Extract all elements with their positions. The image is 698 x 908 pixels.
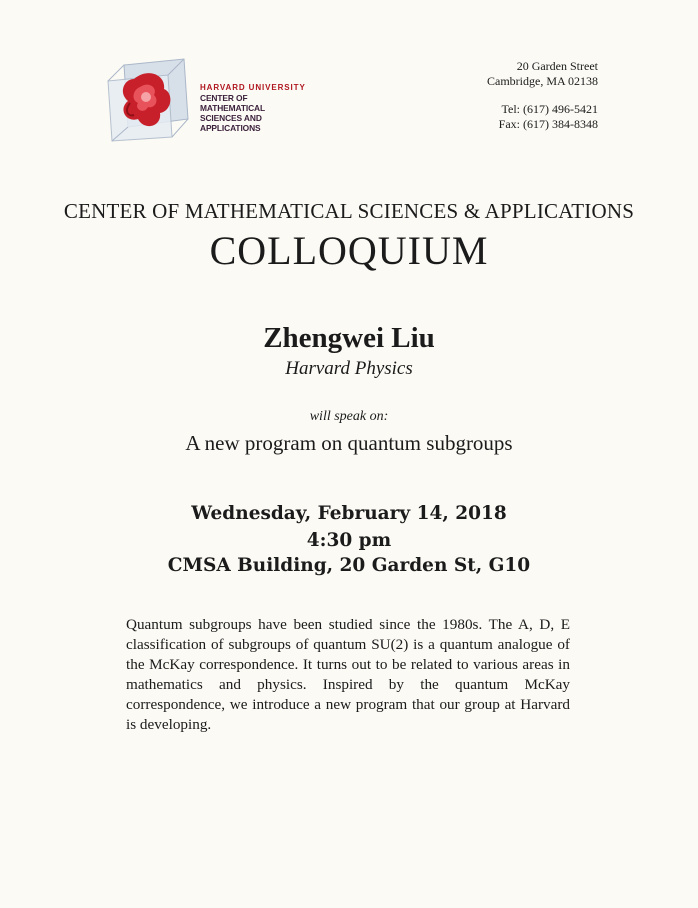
- speaker-affiliation: Harvard Physics: [285, 358, 413, 379]
- address-city: Cambridge, MA 02138: [487, 74, 598, 88]
- talk-title: A new program on quantum subgroups: [185, 431, 513, 455]
- event-time: 4:30 pm: [306, 530, 392, 551]
- org-heading: CENTER OF MATHEMATICAL SCIENCES & APPLICATIONS: [63, 199, 635, 223]
- talk-abstract: Quantum subgroups have been studied since the 1980s. The A, D, E classification of subgroups of quantum SU(2) is a quantum analogue of the McKay correspondence. It turns out to be related to various areas in mathematics and physics. Inspired by the quantum McKay correspondence, we introduce a new program that our group at Harvard is developing.: [126, 616, 570, 733]
- logo-center: CENTER OF MATHEMATICAL: [200, 93, 266, 113]
- event-title: COLLOQUIUM: [209, 228, 489, 273]
- logo-sciences: SCIENCES AND APPLICATIONS: [200, 113, 262, 133]
- will-speak-label: will speak on:: [309, 409, 389, 424]
- cube-logo-icon: [104, 57, 190, 143]
- address-fax: Fax: (617) 384-8348: [498, 117, 598, 131]
- cmsa-logo: [104, 57, 314, 143]
- logo-wordmark: [200, 83, 314, 133]
- speaker-name: Zhengwei Liu: [263, 322, 435, 354]
- event-location: CMSA Building, 20 Garden St, G10: [167, 555, 531, 576]
- address-tel: Tel: (617) 496-5421: [501, 102, 598, 116]
- event-date: Wednesday, February 14, 2018: [191, 503, 507, 524]
- contact-address: [487, 59, 598, 132]
- logo-university: HARVARD UNIVERSITY: [200, 83, 306, 92]
- address-street: 20 Garden Street: [516, 59, 598, 73]
